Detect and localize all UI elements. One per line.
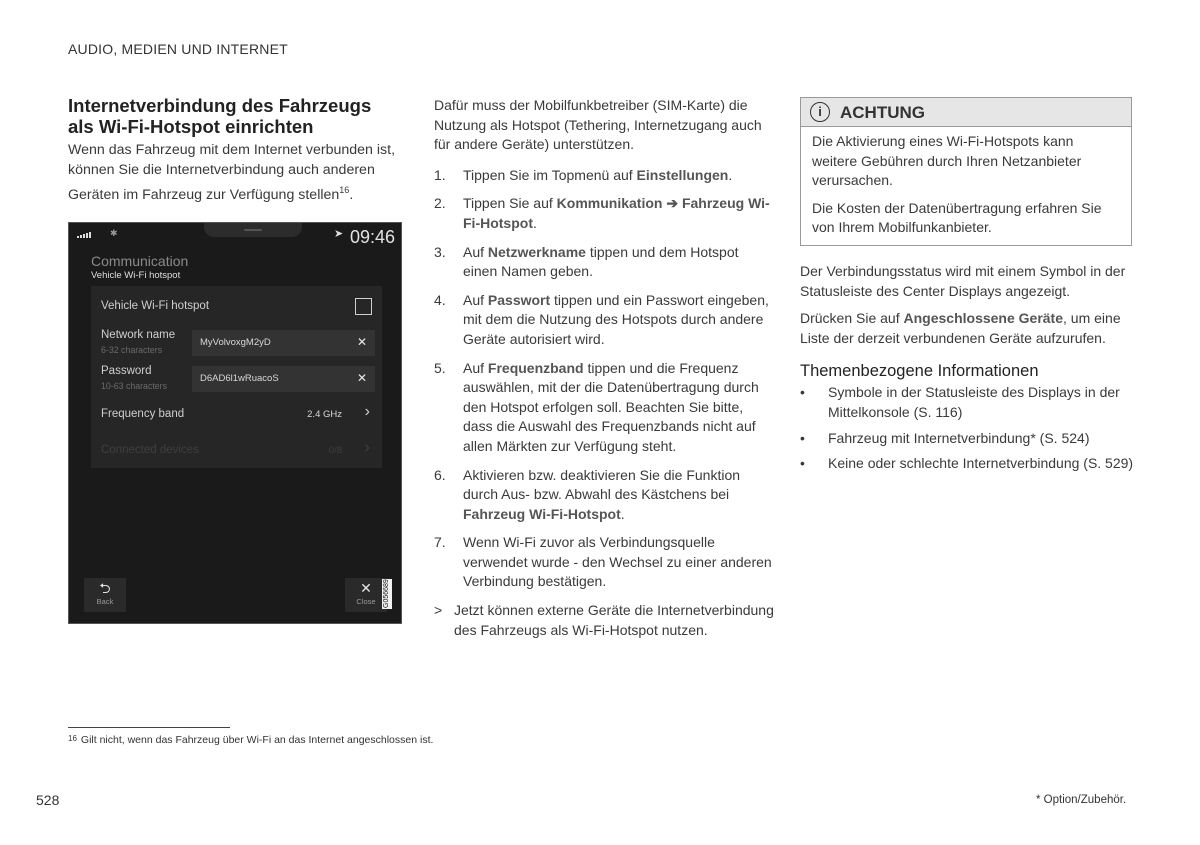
connected-devices-text-2: , um eine Liste der derzeit verbundenen Geräte aufzurufen. — [800, 310, 1121, 346]
hotspot-settings-panel — [91, 286, 382, 468]
network-name-row[interactable] — [91, 328, 382, 358]
frequency-band-label: Frequency band — [101, 408, 185, 420]
back-label: Back — [96, 597, 114, 606]
step-number: 3. — [434, 243, 446, 260]
password-field[interactable] — [192, 366, 375, 392]
step-text: Aktivieren bzw. deaktivieren Sie die Funktion durch Aus- bzw. Abwahl des Kästchens bei — [463, 466, 741, 503]
close-label: Close — [356, 597, 376, 606]
step-number: 4. — [434, 291, 446, 308]
bluetooth-icon: ✱ — [110, 228, 118, 238]
intro-text: Wenn das Fahrzeug mit dem Internet verbunden ist, können Sie die Internetverbindung auch anderen Geräten im Fahrzeug zur Verfügung stellen — [68, 142, 396, 203]
footnote — [68, 734, 433, 746]
step-text-end: tippen und dem Hotspot einen Namen geben. — [463, 243, 739, 280]
center-display-screenshot — [68, 222, 402, 624]
related-link-item[interactable] — [800, 383, 1135, 422]
warning-header — [801, 98, 1131, 127]
step-text: Auf — [463, 243, 488, 260]
step-text-end: tippen und die Frequenz auswählen, mit der die Datenübertragung durch den Hotspot erfolgen soll. Beachten Sie bitte, dass die Auswahl des Frequenzbands nicht auf allen Märkten zur Verfügung steht. — [463, 359, 759, 454]
result-marker: > — [434, 602, 443, 619]
navigation-arrow-icon: ➤ — [334, 228, 344, 240]
related-link-text[interactable]: Fahrzeug mit Internetverbindung* (S. 524) — [828, 429, 1090, 446]
step-text-end: . — [620, 505, 625, 522]
password-hint: 10-63 characters — [101, 381, 168, 391]
step-text-end: . — [532, 214, 537, 231]
related-link-text[interactable]: Keine oder schlechte Internetverbindung (S. 529) — [828, 455, 1134, 472]
step-number: 5. — [434, 359, 446, 376]
step-item — [434, 243, 774, 282]
intro-paragraph — [68, 141, 400, 205]
column-3 — [800, 262, 1135, 480]
related-info-heading: Themenbezogene Informationen — [800, 362, 1039, 381]
step-highlight: Frequenzband — [487, 359, 584, 376]
frequency-band-value: 2.4 GHz — [307, 409, 342, 420]
image-reference-code: G056689 — [383, 579, 390, 609]
step-number: 1. — [434, 166, 446, 183]
screen-clock: 09:46 — [349, 227, 395, 247]
password-row[interactable] — [91, 364, 382, 394]
connected-devices-row — [91, 436, 382, 464]
step-highlight: Netzwerkname — [487, 243, 586, 260]
connected-devices-highlight: Angeschlossene Geräte — [903, 310, 1064, 327]
step-result — [434, 601, 774, 640]
step-text: Tippen Sie im Topmenü auf — [463, 166, 637, 183]
network-name-hint: 6-32 characters — [101, 345, 163, 355]
step-number: 7. — [434, 534, 446, 551]
connected-devices-count: 0/8 — [328, 445, 342, 456]
connected-devices-paragraph — [800, 309, 1135, 348]
signal-strength-icon — [77, 232, 91, 238]
hotspot-toggle-label: Vehicle Wi-Fi hotspot — [101, 300, 210, 312]
clear-password-icon[interactable]: ✕ — [356, 371, 367, 385]
instruction-steps — [434, 166, 774, 592]
step-text: Auf — [463, 359, 488, 376]
step-item — [434, 359, 774, 457]
warning-paragraph-2: Die Kosten der Datenübertragung erfahren Sie von Ihrem Mobilfunkanbieter. — [812, 199, 1102, 236]
connected-devices-text-1: Drücken Sie auf — [800, 310, 904, 327]
page-number: 528 — [36, 792, 60, 808]
related-link-item[interactable] — [800, 429, 1135, 449]
intro-end: . — [349, 186, 354, 203]
hotspot-toggle-row[interactable] — [91, 294, 382, 320]
footnote-divider — [68, 727, 230, 728]
step-highlight: Einstellungen — [636, 166, 729, 183]
step-item — [434, 194, 774, 233]
network-name-field[interactable] — [192, 330, 375, 356]
option-note: * Option/Zubehör. — [1036, 794, 1127, 806]
connected-devices-label: Connected devices — [101, 444, 199, 456]
step-text: Wenn Wi-Fi zuvor als Verbindungsquelle verwendet wurde - den Wechsel zu einer anderen Verbindung bestätigen. — [463, 534, 772, 590]
close-button[interactable] — [345, 578, 387, 612]
warning-paragraph-1: Die Aktivierung eines Wi-Fi-Hotspots kann weitere Gebühren durch Ihren Netzanbieter verursachen. — [812, 133, 1082, 189]
hotspot-checkbox[interactable] — [355, 298, 372, 315]
related-link-text[interactable]: Symbole in der Statusleiste des Displays in der Mittelkonsole (S. 116) — [828, 384, 1120, 420]
step-text: Auf — [463, 291, 488, 308]
step-text: Tippen Sie auf — [463, 195, 557, 212]
step-highlight: Passwort — [487, 291, 551, 308]
step-highlight: Fahrzeug Wi-Fi-Hotspot — [463, 505, 621, 522]
info-icon: i — [810, 102, 830, 122]
frequency-band-row[interactable] — [91, 400, 382, 428]
footnote-text: Gilt nicht, wenn das Fahrzeug über Wi-Fi an das Internet angeschlossen ist. — [80, 734, 434, 746]
password-label: Password — [101, 365, 152, 377]
step-text-end: tippen und ein Passwort eingeben, mit dem die Nutzung des Hotspots durch andere Geräte autorisiert wird. — [463, 291, 769, 347]
step-number: 6. — [434, 466, 446, 483]
section-heading: Internetverbindung des Fahrzeugs als Wi-Fi-Hotspot einrichten — [68, 95, 372, 137]
back-button[interactable] — [84, 578, 126, 612]
warning-box — [800, 97, 1132, 246]
step-number: 2. — [434, 195, 446, 212]
requirement-paragraph: Dafür muss der Mobilfunkbetreiber (SIM-Karte) die Nutzung als Hotspot (Tethering, Internetzugang auch für andere Geräte) unterstützen. — [434, 97, 762, 153]
footnote-number: 16 — [68, 734, 77, 743]
network-name-label: Network name — [101, 329, 176, 341]
step-item — [434, 166, 774, 186]
warning-body — [801, 127, 1131, 238]
footnote-ref: 16 — [339, 184, 350, 195]
step-item — [434, 466, 774, 525]
step-text-end: . — [728, 166, 733, 183]
column-1 — [68, 95, 400, 205]
step-item — [434, 533, 774, 592]
screen-title: Communication — [91, 253, 189, 269]
column-2 — [434, 96, 774, 640]
close-icon: ✕ — [360, 580, 372, 596]
clear-network-name-icon[interactable]: ✕ — [356, 335, 367, 349]
back-arrow-icon: ⮌ — [99, 580, 111, 596]
screen-bottom-bar — [69, 577, 401, 623]
bullet-icon: • — [800, 455, 805, 472]
screen-subtitle: Vehicle Wi-Fi hotspot — [91, 270, 181, 281]
screen-status-bar — [69, 223, 401, 251]
status-paragraph: Der Verbindungsstatus wird mit einem Symbol in der Statusleiste des Center Displays angezeigt. — [800, 263, 1126, 299]
result-text: Jetzt können externe Geräte die Internetverbindung des Fahrzeugs als Wi-Fi-Hotspot nutzen. — [454, 602, 774, 638]
step-highlight: Kommunikation ➔ Fahrzeug Wi-Fi-Hotspot — [463, 195, 770, 231]
password-value: D6AD6l1wRuacoS — [200, 373, 279, 384]
warning-title: ACHTUNG — [840, 103, 925, 122]
chevron-right-icon: › — [364, 403, 370, 420]
network-name-value: MyVolvoxgM2yD — [200, 337, 271, 348]
pull-down-handle[interactable] — [204, 223, 302, 237]
bullet-icon: • — [800, 429, 805, 446]
section-header: AUDIO, MEDIEN UND INTERNET — [68, 41, 288, 57]
related-link-item[interactable] — [800, 454, 1135, 474]
related-links-list — [800, 383, 1135, 473]
chevron-right-icon: › — [364, 439, 370, 456]
step-item — [434, 291, 774, 350]
bullet-icon: • — [800, 384, 805, 401]
